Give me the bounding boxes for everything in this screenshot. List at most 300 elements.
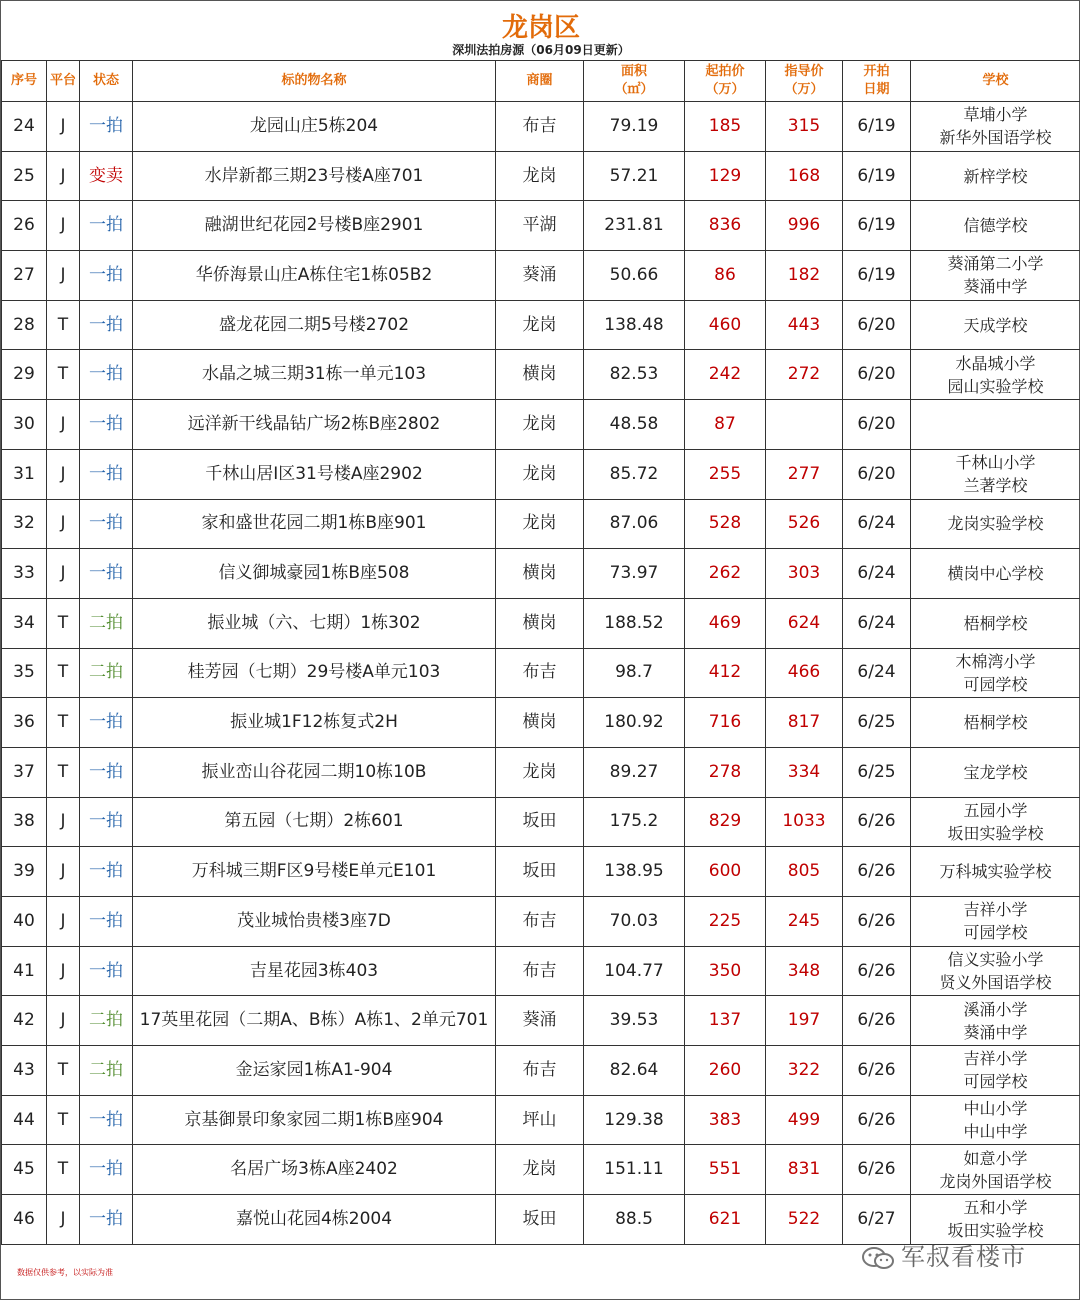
cell-no: 27	[2, 251, 47, 301]
cell-school	[911, 549, 1080, 599]
cell-date: 6/26	[843, 797, 911, 847]
cell-school	[911, 1095, 1080, 1145]
cell-size: 70.03	[584, 897, 685, 947]
table-row	[2, 300, 1080, 350]
cell-area: 布吉	[496, 1046, 584, 1096]
cell-guide-price: 805	[766, 847, 843, 897]
cell-no: 32	[2, 499, 47, 549]
cell-guide-price: 168	[766, 151, 843, 201]
cell-start-price: 469	[685, 598, 766, 648]
header-start-price	[685, 61, 766, 102]
cell-platform: T	[47, 300, 80, 350]
cell-guide-price: 277	[766, 449, 843, 499]
cell-status: 一拍	[80, 1095, 133, 1145]
table-row	[2, 847, 1080, 897]
cell-no: 41	[2, 946, 47, 996]
cell-size: 82.53	[584, 350, 685, 400]
cell-school	[911, 747, 1080, 797]
cell-status: 二拍	[80, 598, 133, 648]
cell-name: 千林山居Ⅰ区31号楼A座2902	[133, 449, 496, 499]
cell-guide-price: 322	[766, 1046, 843, 1096]
table-row	[2, 102, 1080, 152]
cell-size: 129.38	[584, 1095, 685, 1145]
table-row	[2, 251, 1080, 301]
cell-status: 一拍	[80, 499, 133, 549]
cell-date: 6/26	[843, 996, 911, 1046]
cell-date: 6/24	[843, 549, 911, 599]
school-name: 宝龙学校	[963, 762, 1028, 782]
cell-no: 44	[2, 1095, 47, 1145]
cell-name: 吉星花园3栋403	[133, 946, 496, 996]
school-name: 可园学校	[963, 1072, 1028, 1092]
cell-status: 二拍	[80, 1046, 133, 1096]
cell-start-price: 460	[685, 300, 766, 350]
cell-status: 一拍	[80, 102, 133, 152]
school-name: 可园学校	[963, 674, 1028, 694]
cell-date: 6/25	[843, 698, 911, 748]
cell-start-price: 716	[685, 698, 766, 748]
cell-guide-price: 315	[766, 102, 843, 152]
cell-status: 一拍	[80, 797, 133, 847]
cell-size: 50.66	[584, 251, 685, 301]
table-row	[2, 698, 1080, 748]
cell-school	[911, 797, 1080, 847]
header-size	[584, 61, 685, 102]
table-row	[2, 499, 1080, 549]
cell-guide-price: 334	[766, 747, 843, 797]
school-name: 龙岗外国语学校	[939, 1171, 1052, 1191]
cell-guide-price: 522	[766, 1195, 843, 1245]
cell-school	[911, 648, 1080, 698]
cell-area: 葵涌	[496, 996, 584, 1046]
cell-platform: J	[47, 946, 80, 996]
cell-guide-price: 348	[766, 946, 843, 996]
cell-guide-price: 182	[766, 251, 843, 301]
cell-size: 175.2	[584, 797, 685, 847]
school-name: 五园小学	[963, 800, 1028, 820]
school-name: 新梓学校	[963, 166, 1028, 186]
cell-area: 龙岗	[496, 747, 584, 797]
school-name: 葵涌第二小学	[947, 254, 1044, 274]
cell-no: 31	[2, 449, 47, 499]
cell-date: 6/19	[843, 201, 911, 251]
cell-platform: J	[47, 151, 80, 201]
cell-guide-price: 624	[766, 598, 843, 648]
cell-status: 一拍	[80, 847, 133, 897]
cell-school	[911, 698, 1080, 748]
cell-start-price: 185	[685, 102, 766, 152]
listing-table	[1, 60, 1080, 1245]
cell-school	[911, 847, 1080, 897]
cell-name: 嘉悦山花园4栋2004	[133, 1195, 496, 1245]
cell-platform: T	[47, 698, 80, 748]
cell-name: 华侨海景山庄A栋住宅1栋05B2	[133, 251, 496, 301]
cell-area: 葵涌	[496, 251, 584, 301]
cell-area: 坂田	[496, 797, 584, 847]
cell-school	[911, 499, 1080, 549]
cell-start-price: 86	[685, 251, 766, 301]
cell-size: 88.5	[584, 1195, 685, 1245]
cell-school	[911, 996, 1080, 1046]
cell-platform: J	[47, 847, 80, 897]
cell-platform: T	[47, 747, 80, 797]
cell-name: 茂业城怡贵楼3座7D	[133, 897, 496, 947]
cell-name: 信义御城豪园1栋B座508	[133, 549, 496, 599]
cell-school	[911, 151, 1080, 201]
cell-size: 48.58	[584, 400, 685, 450]
cell-status: 一拍	[80, 251, 133, 301]
header-platform: 平台	[47, 61, 80, 102]
cell-status: 一拍	[80, 747, 133, 797]
cell-platform: J	[47, 897, 80, 947]
header-guide-line1: 指导价	[784, 64, 824, 79]
cell-status: 一拍	[80, 549, 133, 599]
cell-platform: J	[47, 201, 80, 251]
cell-area: 坪山	[496, 1095, 584, 1145]
school-name: 横岗中心学校	[947, 564, 1044, 584]
cell-no: 35	[2, 648, 47, 698]
table-row	[2, 648, 1080, 698]
cell-guide-price: 831	[766, 1145, 843, 1195]
cell-platform: T	[47, 1095, 80, 1145]
cell-no: 26	[2, 201, 47, 251]
cell-no: 40	[2, 897, 47, 947]
cell-area: 龙岗	[496, 400, 584, 450]
header-start-line1: 起拍价	[705, 64, 745, 79]
cell-area: 龙岗	[496, 300, 584, 350]
cell-area: 龙岗	[496, 449, 584, 499]
cell-start-price: 255	[685, 449, 766, 499]
cell-no: 46	[2, 1195, 47, 1245]
cell-size: 39.53	[584, 996, 685, 1046]
cell-platform: J	[47, 549, 80, 599]
cell-guide-price: 303	[766, 549, 843, 599]
cell-date: 6/26	[843, 1095, 911, 1145]
cell-start-price: 278	[685, 747, 766, 797]
cell-guide-price: 245	[766, 897, 843, 947]
cell-no: 45	[2, 1145, 47, 1195]
school-name: 吉祥小学	[963, 900, 1028, 920]
cell-name: 振业城1F12栋复式2H	[133, 698, 496, 748]
cell-no: 34	[2, 598, 47, 648]
school-name: 龙岗实验学校	[947, 514, 1044, 534]
cell-guide-price: 817	[766, 698, 843, 748]
cell-status: 一拍	[80, 698, 133, 748]
cell-name: 17英里花园（二期A、B栋）A栋1、2单元701	[133, 996, 496, 1046]
school-name: 新华外国语学校	[939, 128, 1052, 148]
header-start-line2: （万）	[705, 82, 745, 97]
cell-date: 6/26	[843, 1046, 911, 1096]
wechat-icon	[861, 1246, 895, 1270]
footnote: 数据仅供参考，以实际为准	[17, 1268, 113, 1277]
cell-size: 79.19	[584, 102, 685, 152]
school-name: 梧桐学校	[963, 613, 1028, 633]
school-name: 天成学校	[963, 315, 1028, 335]
cell-status: 一拍	[80, 897, 133, 947]
header-guide-price	[766, 61, 843, 102]
cell-guide-price: 499	[766, 1095, 843, 1145]
cell-size: 85.72	[584, 449, 685, 499]
cell-platform: J	[47, 996, 80, 1046]
cell-start-price: 836	[685, 201, 766, 251]
school-name: 溪涌小学	[963, 999, 1028, 1019]
school-name: 万科城实验学校	[939, 862, 1052, 882]
school-name: 贤义外国语学校	[939, 973, 1052, 993]
table-row	[2, 400, 1080, 450]
cell-area: 横岗	[496, 549, 584, 599]
cell-school	[911, 897, 1080, 947]
cell-size: 57.21	[584, 151, 685, 201]
school-name: 草埔小学	[963, 105, 1028, 125]
cell-name: 水岸新都三期23号楼A座701	[133, 151, 496, 201]
cell-no: 33	[2, 549, 47, 599]
school-name: 兰著学校	[963, 476, 1028, 496]
school-name: 可园学校	[963, 923, 1028, 943]
cell-platform: J	[47, 449, 80, 499]
cell-start-price: 350	[685, 946, 766, 996]
school-name: 葵涌中学	[963, 1022, 1028, 1042]
cell-date: 6/20	[843, 350, 911, 400]
cell-school	[911, 598, 1080, 648]
table-header-row	[2, 61, 1080, 102]
cell-date: 6/24	[843, 598, 911, 648]
cell-date: 6/19	[843, 151, 911, 201]
cell-start-price: 600	[685, 847, 766, 897]
cell-area: 布吉	[496, 648, 584, 698]
cell-name: 京基御景印象家园二期1栋B座904	[133, 1095, 496, 1145]
cell-area: 横岗	[496, 698, 584, 748]
header-area: 商圈	[496, 61, 584, 102]
table-row	[2, 1095, 1080, 1145]
school-name: 中山小学	[963, 1099, 1028, 1119]
cell-name: 龙园山庄5栋204	[133, 102, 496, 152]
table-row	[2, 946, 1080, 996]
cell-date: 6/19	[843, 251, 911, 301]
header-school: 学校	[911, 61, 1080, 102]
cell-size: 231.81	[584, 201, 685, 251]
cell-platform: J	[47, 102, 80, 152]
cell-name: 第五园（七期）2栋601	[133, 797, 496, 847]
table-row	[2, 449, 1080, 499]
cell-name: 名居广场3栋A座2402	[133, 1145, 496, 1195]
cell-date: 6/26	[843, 1145, 911, 1195]
cell-size: 180.92	[584, 698, 685, 748]
cell-name: 水晶之城三期31栋一单元103	[133, 350, 496, 400]
cell-no: 43	[2, 1046, 47, 1096]
cell-no: 24	[2, 102, 47, 152]
cell-no: 36	[2, 698, 47, 748]
table-row	[2, 598, 1080, 648]
cell-platform: J	[47, 400, 80, 450]
header-date	[843, 61, 911, 102]
cell-name: 桂芳园（七期）29号楼A单元103	[133, 648, 496, 698]
cell-start-price: 129	[685, 151, 766, 201]
table-row	[2, 350, 1080, 400]
school-name: 葵涌中学	[963, 277, 1028, 297]
cell-date: 6/20	[843, 300, 911, 350]
cell-guide-price: 443	[766, 300, 843, 350]
table-row	[2, 897, 1080, 947]
cell-no: 25	[2, 151, 47, 201]
cell-date: 6/24	[843, 499, 911, 549]
header-size-line1: 面积	[620, 64, 647, 79]
table-row	[2, 996, 1080, 1046]
cell-start-price: 137	[685, 996, 766, 1046]
cell-size: 89.27	[584, 747, 685, 797]
table-row	[2, 549, 1080, 599]
cell-area: 横岗	[496, 350, 584, 400]
school-name: 木棉湾小学	[955, 651, 1036, 671]
cell-school	[911, 400, 1080, 450]
page-subtitle: 深圳法拍房源（06月09日更新）	[452, 43, 630, 57]
school-name: 信义实验小学	[947, 950, 1044, 970]
cell-name: 远洋新干线晶钻广场2栋B座2802	[133, 400, 496, 450]
cell-size: 98.7	[584, 648, 685, 698]
cell-date: 6/26	[843, 847, 911, 897]
cell-size: 151.11	[584, 1145, 685, 1195]
cell-no: 42	[2, 996, 47, 1046]
header-name: 标的物名称	[133, 61, 496, 102]
cell-platform: J	[47, 251, 80, 301]
school-name: 信德学校	[963, 216, 1028, 236]
cell-status: 一拍	[80, 300, 133, 350]
school-name: 五和小学	[963, 1198, 1028, 1218]
cell-platform: T	[47, 1046, 80, 1096]
cell-date: 6/25	[843, 747, 911, 797]
cell-guide-price: 197	[766, 996, 843, 1046]
cell-platform: J	[47, 499, 80, 549]
cell-name: 振业峦山谷花园二期10栋10B	[133, 747, 496, 797]
cell-platform: T	[47, 350, 80, 400]
table-row	[2, 797, 1080, 847]
cell-school	[911, 251, 1080, 301]
cell-size: 87.06	[584, 499, 685, 549]
cell-school	[911, 102, 1080, 152]
cell-guide-price: 996	[766, 201, 843, 251]
table-row	[2, 201, 1080, 251]
cell-no: 39	[2, 847, 47, 897]
school-name: 吉祥小学	[963, 1049, 1028, 1069]
cell-no: 28	[2, 300, 47, 350]
school-name: 梧桐学校	[963, 713, 1028, 733]
school-name: 千林山小学	[955, 453, 1036, 473]
cell-start-price: 87	[685, 400, 766, 450]
cell-school	[911, 449, 1080, 499]
cell-size: 73.97	[584, 549, 685, 599]
cell-status: 一拍	[80, 1145, 133, 1195]
cell-guide-price	[766, 400, 843, 450]
cell-platform: J	[47, 797, 80, 847]
table-body	[2, 102, 1080, 1245]
cell-name: 融湖世纪花园2号楼B座2901	[133, 201, 496, 251]
school-name: 园山实验学校	[947, 376, 1044, 396]
school-name: 坂田实验学校	[947, 1221, 1044, 1241]
cell-start-price: 528	[685, 499, 766, 549]
cell-start-price: 829	[685, 797, 766, 847]
cell-date: 6/26	[843, 897, 911, 947]
cell-start-price: 242	[685, 350, 766, 400]
cell-start-price: 551	[685, 1145, 766, 1195]
cell-school	[911, 1046, 1080, 1096]
cell-guide-price: 526	[766, 499, 843, 549]
cell-platform: T	[47, 648, 80, 698]
cell-name: 家和盛世花园二期1栋B座901	[133, 499, 496, 549]
cell-start-price: 262	[685, 549, 766, 599]
cell-size: 138.48	[584, 300, 685, 350]
cell-date: 6/26	[843, 946, 911, 996]
school-name: 中山中学	[963, 1122, 1028, 1142]
header-date-line2: 日期	[863, 82, 890, 97]
header-guide-line2: （万）	[784, 82, 824, 97]
cell-size: 138.95	[584, 847, 685, 897]
cell-status: 一拍	[80, 946, 133, 996]
cell-status: 一拍	[80, 449, 133, 499]
cell-date: 6/19	[843, 102, 911, 152]
cell-name: 万科城三期F区9号楼E单元E101	[133, 847, 496, 897]
header-date-line1: 开拍	[863, 64, 890, 79]
cell-start-price: 621	[685, 1195, 766, 1245]
cell-area: 龙岗	[496, 499, 584, 549]
school-name: 水晶城小学	[955, 353, 1036, 373]
table-row	[2, 151, 1080, 201]
cell-status: 一拍	[80, 1195, 133, 1245]
table-row	[2, 1145, 1080, 1195]
cell-size: 82.64	[584, 1046, 685, 1096]
cell-start-price: 225	[685, 897, 766, 947]
cell-area: 布吉	[496, 946, 584, 996]
cell-name: 振业城（六、七期）1栋302	[133, 598, 496, 648]
watermark	[861, 1237, 1026, 1272]
cell-status: 二拍	[80, 648, 133, 698]
cell-size: 104.77	[584, 946, 685, 996]
header-no: 序号	[2, 61, 47, 102]
cell-school	[911, 300, 1080, 350]
cell-date: 6/24	[843, 648, 911, 698]
cell-date: 6/27	[843, 1195, 911, 1245]
cell-start-price: 412	[685, 648, 766, 698]
cell-school	[911, 1145, 1080, 1195]
cell-area: 布吉	[496, 102, 584, 152]
page-title: 龙岗区	[501, 13, 580, 43]
cell-school	[911, 201, 1080, 251]
cell-area: 坂田	[496, 1195, 584, 1245]
cell-guide-price: 1033	[766, 797, 843, 847]
cell-platform: J	[47, 1195, 80, 1245]
cell-status: 变卖	[80, 151, 133, 201]
cell-date: 6/20	[843, 400, 911, 450]
cell-area: 布吉	[496, 897, 584, 947]
cell-guide-price: 466	[766, 648, 843, 698]
cell-status: 一拍	[80, 201, 133, 251]
header-status: 状态	[80, 61, 133, 102]
cell-status: 二拍	[80, 996, 133, 1046]
cell-name: 盛龙花园二期5号楼2702	[133, 300, 496, 350]
cell-platform: T	[47, 1145, 80, 1195]
cell-no: 30	[2, 400, 47, 450]
cell-guide-price: 272	[766, 350, 843, 400]
cell-no: 38	[2, 797, 47, 847]
table-row	[2, 1046, 1080, 1096]
cell-date: 6/20	[843, 449, 911, 499]
cell-platform: T	[47, 598, 80, 648]
cell-start-price: 260	[685, 1046, 766, 1096]
cell-area: 龙岗	[496, 1145, 584, 1195]
cell-area: 平湖	[496, 201, 584, 251]
cell-no: 29	[2, 350, 47, 400]
school-name: 如意小学	[963, 1148, 1028, 1168]
cell-status: 一拍	[80, 400, 133, 450]
watermark-text: 军叔看楼市	[901, 1243, 1026, 1271]
